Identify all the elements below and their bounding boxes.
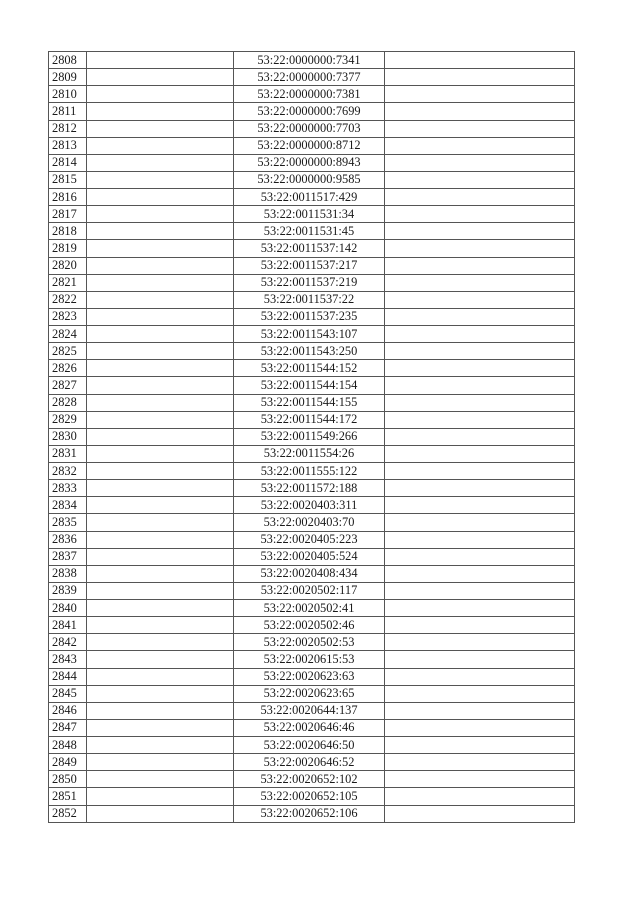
empty-cell [87,805,234,822]
row-number-cell: 2830 [49,428,87,445]
row-number-cell: 2814 [49,154,87,171]
table-row [49,600,575,617]
table-row [49,69,575,86]
empty-cell [385,394,575,411]
row-number-cell: 2819 [49,240,87,257]
table-row [49,685,575,702]
cadastral-number-cell: 53:22:0011537:217 [234,257,385,274]
table-row [49,788,575,805]
empty-cell [87,702,234,719]
row-number-cell: 2816 [49,189,87,206]
cadastral-number-cell: 53:22:0011555:122 [234,463,385,480]
row-number-cell: 2836 [49,531,87,548]
empty-cell [385,154,575,171]
table-row [49,120,575,137]
empty-cell [385,685,575,702]
table-row [49,86,575,103]
row-number-cell: 2845 [49,685,87,702]
row-number-cell: 2844 [49,668,87,685]
cadastral-number-cell: 53:22:0011537:142 [234,240,385,257]
cadastral-number-cell: 53:22:0011554:26 [234,445,385,462]
empty-cell [385,206,575,223]
table-row [49,445,575,462]
cadastral-number-cell: 53:22:0020405:223 [234,531,385,548]
table-row [49,634,575,651]
cadastral-number-cell: 53:22:0011517:429 [234,189,385,206]
table-row [49,343,575,360]
empty-cell [385,702,575,719]
cadastral-number-cell: 53:22:0020502:117 [234,582,385,599]
row-number-cell: 2850 [49,771,87,788]
empty-cell [87,548,234,565]
row-number-cell: 2846 [49,702,87,719]
table-row [49,103,575,120]
table-row [49,480,575,497]
table-row [49,137,575,154]
table-row [49,651,575,668]
cadastral-number-cell: 53:22:0020403:70 [234,514,385,531]
cadastral-number-cell: 53:22:0020623:65 [234,685,385,702]
empty-cell [385,771,575,788]
empty-cell [87,86,234,103]
cadastral-number-cell: 53:22:0011543:250 [234,343,385,360]
empty-cell [87,445,234,462]
cadastral-number-cell: 53:22:0020644:137 [234,702,385,719]
table-row [49,548,575,565]
row-number-cell: 2839 [49,582,87,599]
empty-cell [87,668,234,685]
empty-cell [385,377,575,394]
row-number-cell: 2808 [49,52,87,69]
empty-cell [87,634,234,651]
empty-cell [87,463,234,480]
empty-cell [385,754,575,771]
empty-cell [385,360,575,377]
empty-cell [87,291,234,308]
table-row [49,582,575,599]
table-row [49,531,575,548]
empty-cell [385,600,575,617]
empty-cell [87,189,234,206]
empty-cell [385,565,575,582]
cadastral-number-cell: 53:22:0011544:152 [234,360,385,377]
cadastral-number-cell: 53:22:0011549:266 [234,428,385,445]
empty-cell [385,120,575,137]
empty-cell [385,257,575,274]
cadastral-number-cell: 53:22:0020615:53 [234,651,385,668]
cadastral-number-cell: 53:22:0020646:50 [234,737,385,754]
table-row [49,805,575,822]
cadastral-number-cell: 53:22:0020652:106 [234,805,385,822]
table-row [49,274,575,291]
cadastral-number-cell: 53:22:0011544:154 [234,377,385,394]
table-row [49,702,575,719]
empty-cell [87,719,234,736]
table-row [49,308,575,325]
cadastral-number-cell: 53:22:0011537:219 [234,274,385,291]
empty-cell [385,480,575,497]
row-number-cell: 2813 [49,137,87,154]
table-row [49,394,575,411]
cadastral-number-cell: 53:22:0000000:7699 [234,103,385,120]
empty-cell [385,497,575,514]
empty-cell [385,240,575,257]
row-number-cell: 2849 [49,754,87,771]
row-number-cell: 2832 [49,463,87,480]
row-number-cell: 2847 [49,719,87,736]
empty-cell [385,788,575,805]
row-number-cell: 2812 [49,120,87,137]
empty-cell [87,737,234,754]
row-number-cell: 2835 [49,514,87,531]
empty-cell [87,685,234,702]
cadastral-number-cell: 53:22:0000000:7703 [234,120,385,137]
empty-cell [87,308,234,325]
empty-cell [385,326,575,343]
empty-cell [87,480,234,497]
empty-cell [87,257,234,274]
empty-cell [385,582,575,599]
empty-cell [87,69,234,86]
row-number-cell: 2809 [49,69,87,86]
empty-cell [87,428,234,445]
empty-cell [87,788,234,805]
cadastral-number-cell: 53:22:0011531:45 [234,223,385,240]
row-number-cell: 2831 [49,445,87,462]
empty-cell [385,514,575,531]
row-number-cell: 2815 [49,171,87,188]
table-row [49,326,575,343]
empty-cell [87,360,234,377]
table-row [49,206,575,223]
empty-cell [87,514,234,531]
empty-cell [87,377,234,394]
empty-cell [87,274,234,291]
table-row [49,154,575,171]
row-number-cell: 2833 [49,480,87,497]
cadastral-number-cell: 53:22:0020405:524 [234,548,385,565]
row-number-cell: 2837 [49,548,87,565]
empty-cell [385,69,575,86]
cadastral-number-cell: 53:22:0000000:8712 [234,137,385,154]
table-row [49,360,575,377]
empty-cell [385,668,575,685]
empty-cell [385,445,575,462]
empty-cell [385,428,575,445]
table-row [49,257,575,274]
cadastral-number-cell: 53:22:0000000:7341 [234,52,385,69]
cadastral-number-cell: 53:22:0020652:105 [234,788,385,805]
empty-cell [87,326,234,343]
table-row [49,668,575,685]
empty-cell [385,463,575,480]
cadastral-number-cell: 53:22:0000000:8943 [234,154,385,171]
row-number-cell: 2841 [49,617,87,634]
cadastral-number-cell: 53:22:0011544:172 [234,411,385,428]
row-number-cell: 2820 [49,257,87,274]
empty-cell [385,137,575,154]
row-number-cell: 2821 [49,274,87,291]
table-body [49,52,575,823]
row-number-cell: 2842 [49,634,87,651]
empty-cell [87,343,234,360]
row-number-cell: 2817 [49,206,87,223]
cadastral-number-cell: 53:22:0011572:188 [234,480,385,497]
row-number-cell: 2822 [49,291,87,308]
cadastral-number-cell: 53:22:0011537:22 [234,291,385,308]
row-number-cell: 2826 [49,360,87,377]
empty-cell [385,189,575,206]
cadastral-number-cell: 53:22:0020623:63 [234,668,385,685]
cadastral-number-cell: 53:22:0020502:53 [234,634,385,651]
empty-cell [87,565,234,582]
empty-cell [385,223,575,240]
cadastral-table [48,51,575,823]
empty-cell [385,86,575,103]
empty-cell [87,771,234,788]
empty-cell [87,154,234,171]
cadastral-number-cell: 53:22:0011544:155 [234,394,385,411]
empty-cell [87,531,234,548]
table-row [49,514,575,531]
cadastral-number-cell: 53:22:0000000:7377 [234,69,385,86]
row-number-cell: 2810 [49,86,87,103]
table-row [49,754,575,771]
empty-cell [87,206,234,223]
empty-cell [87,754,234,771]
table-row [49,291,575,308]
empty-cell [385,52,575,69]
empty-cell [385,737,575,754]
table-row [49,771,575,788]
table-row [49,240,575,257]
empty-cell [385,548,575,565]
empty-cell [87,394,234,411]
empty-cell [87,617,234,634]
empty-cell [87,137,234,154]
row-number-cell: 2827 [49,377,87,394]
table-row [49,565,575,582]
empty-cell [87,52,234,69]
empty-cell [87,651,234,668]
cadastral-number-cell: 53:22:0000000:7381 [234,86,385,103]
table-row [49,171,575,188]
row-number-cell: 2828 [49,394,87,411]
row-number-cell: 2824 [49,326,87,343]
empty-cell [87,582,234,599]
cadastral-number-cell: 53:22:0000000:9585 [234,171,385,188]
row-number-cell: 2852 [49,805,87,822]
table-row [49,497,575,514]
empty-cell [385,103,575,120]
cadastral-number-cell: 53:22:0020502:41 [234,600,385,617]
row-number-cell: 2848 [49,737,87,754]
cadastral-number-cell: 53:22:0020652:102 [234,771,385,788]
empty-cell [385,411,575,428]
empty-cell [87,171,234,188]
row-number-cell: 2818 [49,223,87,240]
cadastral-number-cell: 53:22:0020403:311 [234,497,385,514]
table-row [49,411,575,428]
empty-cell [87,240,234,257]
cadastral-number-cell: 53:22:0011543:107 [234,326,385,343]
empty-cell [385,651,575,668]
row-number-cell: 2829 [49,411,87,428]
cadastral-number-cell: 53:22:0020502:46 [234,617,385,634]
row-number-cell: 2838 [49,565,87,582]
empty-cell [87,497,234,514]
empty-cell [385,171,575,188]
empty-cell [385,274,575,291]
cadastral-number-cell: 53:22:0011531:34 [234,206,385,223]
row-number-cell: 2825 [49,343,87,360]
row-number-cell: 2840 [49,600,87,617]
table-row [49,719,575,736]
cadastral-number-cell: 53:22:0011537:235 [234,308,385,325]
table-row [49,189,575,206]
empty-cell [87,411,234,428]
empty-cell [385,308,575,325]
row-number-cell: 2823 [49,308,87,325]
table-row [49,463,575,480]
empty-cell [385,343,575,360]
cadastral-number-cell: 53:22:0020646:46 [234,719,385,736]
cadastral-number-cell: 53:22:0020408:434 [234,565,385,582]
row-number-cell: 2811 [49,103,87,120]
empty-cell [87,223,234,240]
empty-cell [385,634,575,651]
empty-cell [87,600,234,617]
cadastral-number-cell: 53:22:0020646:52 [234,754,385,771]
empty-cell [87,120,234,137]
table-row [49,52,575,69]
empty-cell [385,291,575,308]
empty-cell [385,531,575,548]
table-row [49,617,575,634]
empty-cell [385,719,575,736]
row-number-cell: 2834 [49,497,87,514]
table-row [49,223,575,240]
row-number-cell: 2851 [49,788,87,805]
empty-cell [87,103,234,120]
table-row [49,377,575,394]
table-row [49,737,575,754]
table-row [49,428,575,445]
empty-cell [385,805,575,822]
empty-cell [385,617,575,634]
row-number-cell: 2843 [49,651,87,668]
